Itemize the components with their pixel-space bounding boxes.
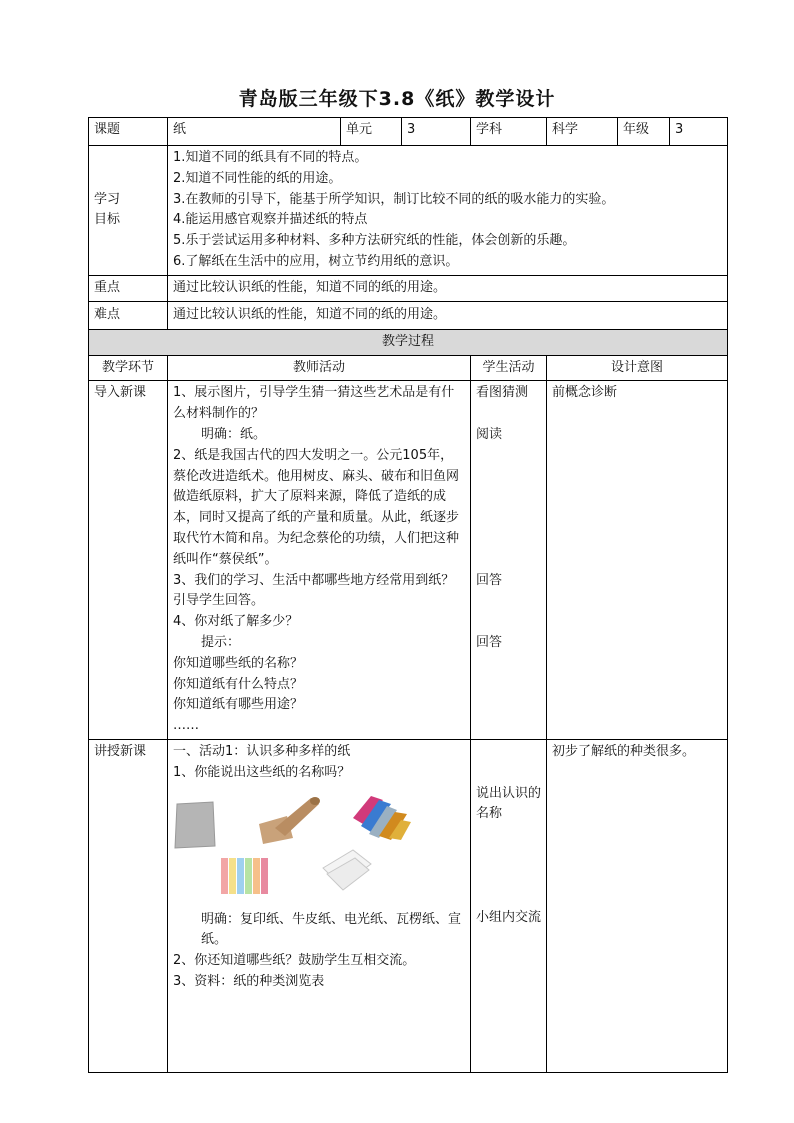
student-line: 看图猜测 (476, 385, 529, 401)
teacher-line: 明确：纸。 (201, 426, 267, 442)
teacher-line: …… (173, 718, 199, 734)
new-intent: 初步了解纸的种类很多。 (547, 739, 728, 1072)
spacer (476, 763, 541, 784)
student-line: 阅读 (476, 426, 503, 442)
info-row (89, 118, 728, 146)
difficulty-text: 通过比较认识纸的性能，知道不同的纸的用途。 (168, 301, 728, 329)
new-student (471, 739, 547, 1072)
corrugated-paper-image (219, 852, 271, 898)
header-stage: 教学环节 (89, 355, 168, 381)
spacer (476, 612, 541, 633)
paper-images (173, 788, 465, 906)
teacher-line: 你知道纸有哪些用途？ (173, 697, 304, 713)
key-row (89, 275, 728, 301)
goal-item: 2.知道不同性能的纸的用途。 (173, 170, 342, 186)
header-student: 学生活动 (471, 355, 547, 381)
unit-value: 3 (402, 118, 471, 146)
spacer (476, 591, 541, 612)
grade-label: 年级 (618, 118, 670, 146)
topic-value: 纸 (168, 118, 341, 146)
header-teacher: 教师活动 (168, 355, 471, 381)
intro-teacher (168, 381, 471, 740)
spacer (476, 404, 541, 425)
teacher-line: 1、你能说出这些纸的名称吗？ (173, 764, 351, 780)
spacer (476, 825, 541, 846)
goals-label-line: 学习 (94, 191, 121, 207)
new-stage: 讲授新课 (89, 739, 168, 1072)
spacer (476, 846, 541, 867)
topic-label: 课题 (89, 118, 168, 146)
spacer (476, 867, 541, 888)
header-intent: 设计意图 (547, 355, 728, 381)
spacer (476, 446, 541, 467)
difficulty-label: 难点 (89, 301, 168, 329)
process-header-row (89, 355, 728, 381)
teacher-line: 2、你还知道哪些纸？鼓励学生互相交流。 (173, 953, 416, 969)
spacer (476, 529, 541, 550)
new-teacher (168, 739, 471, 1072)
spacer (476, 487, 541, 508)
teacher-line: 你知道哪些纸的名称？ (173, 655, 304, 671)
intro-row (89, 381, 728, 740)
student-line: 小组内交流 (476, 910, 542, 926)
spacer (476, 550, 541, 571)
grade-value: 3 (670, 118, 728, 146)
goal-item: 3.在教师的引导下，能基于所学知识，制订比较不同的纸的吸水能力的实验。 (173, 191, 615, 207)
teacher-line: 3、我们的学习、生活中都哪些地方经常用到纸？引导学生回答。 (173, 572, 455, 609)
teacher-line: 1、展示图片，引导学生猜一猜这些艺术品是有什么材料制作的？ (173, 385, 455, 422)
teacher-line: 2、纸是我国古代的四大发明之一。公元105年，蔡伦改进造纸术。他用树皮、麻头、破布和旧鱼网做造纸原料，扩大了原料来源，降低了造纸的成本，同时又提高了纸的产量和质量。从此，纸逐步取代竹木简和帛。为纪念蔡伦的功绩，人们把这种纸叫作“蔡侯纸”。 (173, 447, 460, 567)
spacer (476, 888, 541, 909)
goal-item: 4.能运用感官观察并描述纸的特点 (173, 212, 368, 228)
student-line: 回答 (476, 634, 503, 650)
difficulty-row (89, 301, 728, 329)
teacher-line: 提示： (201, 634, 241, 650)
teacher-line: 明确：复印纸、牛皮纸、电光纸、瓦楞纸、宣纸。 (201, 911, 462, 948)
goal-item: 6.了解纸在生活中的应用，树立节约用纸的意识。 (173, 253, 459, 269)
unit-label: 单元 (341, 118, 402, 146)
process-section-title: 教学过程 (89, 329, 728, 355)
spacer (476, 508, 541, 529)
student-line: 说出认识的名称 (476, 785, 542, 822)
rice-paper-image (319, 846, 375, 894)
intro-stage: 导入新课 (89, 381, 168, 740)
goal-item: 5.乐于尝试运用多种材料、多种方法研究纸的性能，体会创新的乐趣。 (173, 233, 576, 249)
teacher-line: 一、活动1：认识多种多样的纸 (173, 743, 351, 759)
subject-label: 学科 (471, 118, 547, 146)
teacher-line: 你知道纸有什么特点？ (173, 676, 304, 692)
intro-student (471, 381, 547, 740)
teacher-line: 4、你对纸了解多少？ (173, 614, 299, 630)
new-row (89, 739, 728, 1072)
kraft-paper-image (253, 794, 325, 846)
goals-row (89, 146, 728, 276)
intro-intent: 前概念诊断 (547, 381, 728, 740)
spacer (476, 467, 541, 488)
key-label: 重点 (89, 275, 168, 301)
teacher-line: 3、资料：纸的种类浏览表 (173, 973, 325, 989)
goal-item: 1.知道不同的纸具有不同的特点。 (173, 150, 368, 165)
student-line: 回答 (476, 572, 503, 588)
copy-paper-image (173, 800, 217, 850)
page-title: 青岛版三年级下3.8《纸》教学设计 (238, 88, 556, 110)
goals-label (89, 146, 168, 276)
key-text: 通过比较认识纸的性能，知道不同的纸的用途。 (168, 275, 728, 301)
foil-paper-image (349, 792, 415, 842)
goals-label-line: 目标 (94, 212, 121, 228)
lesson-plan-table (88, 117, 728, 1073)
goals-content (168, 146, 728, 276)
spacer (476, 742, 541, 763)
process-section-row (89, 329, 728, 355)
subject-value: 科学 (547, 118, 618, 146)
